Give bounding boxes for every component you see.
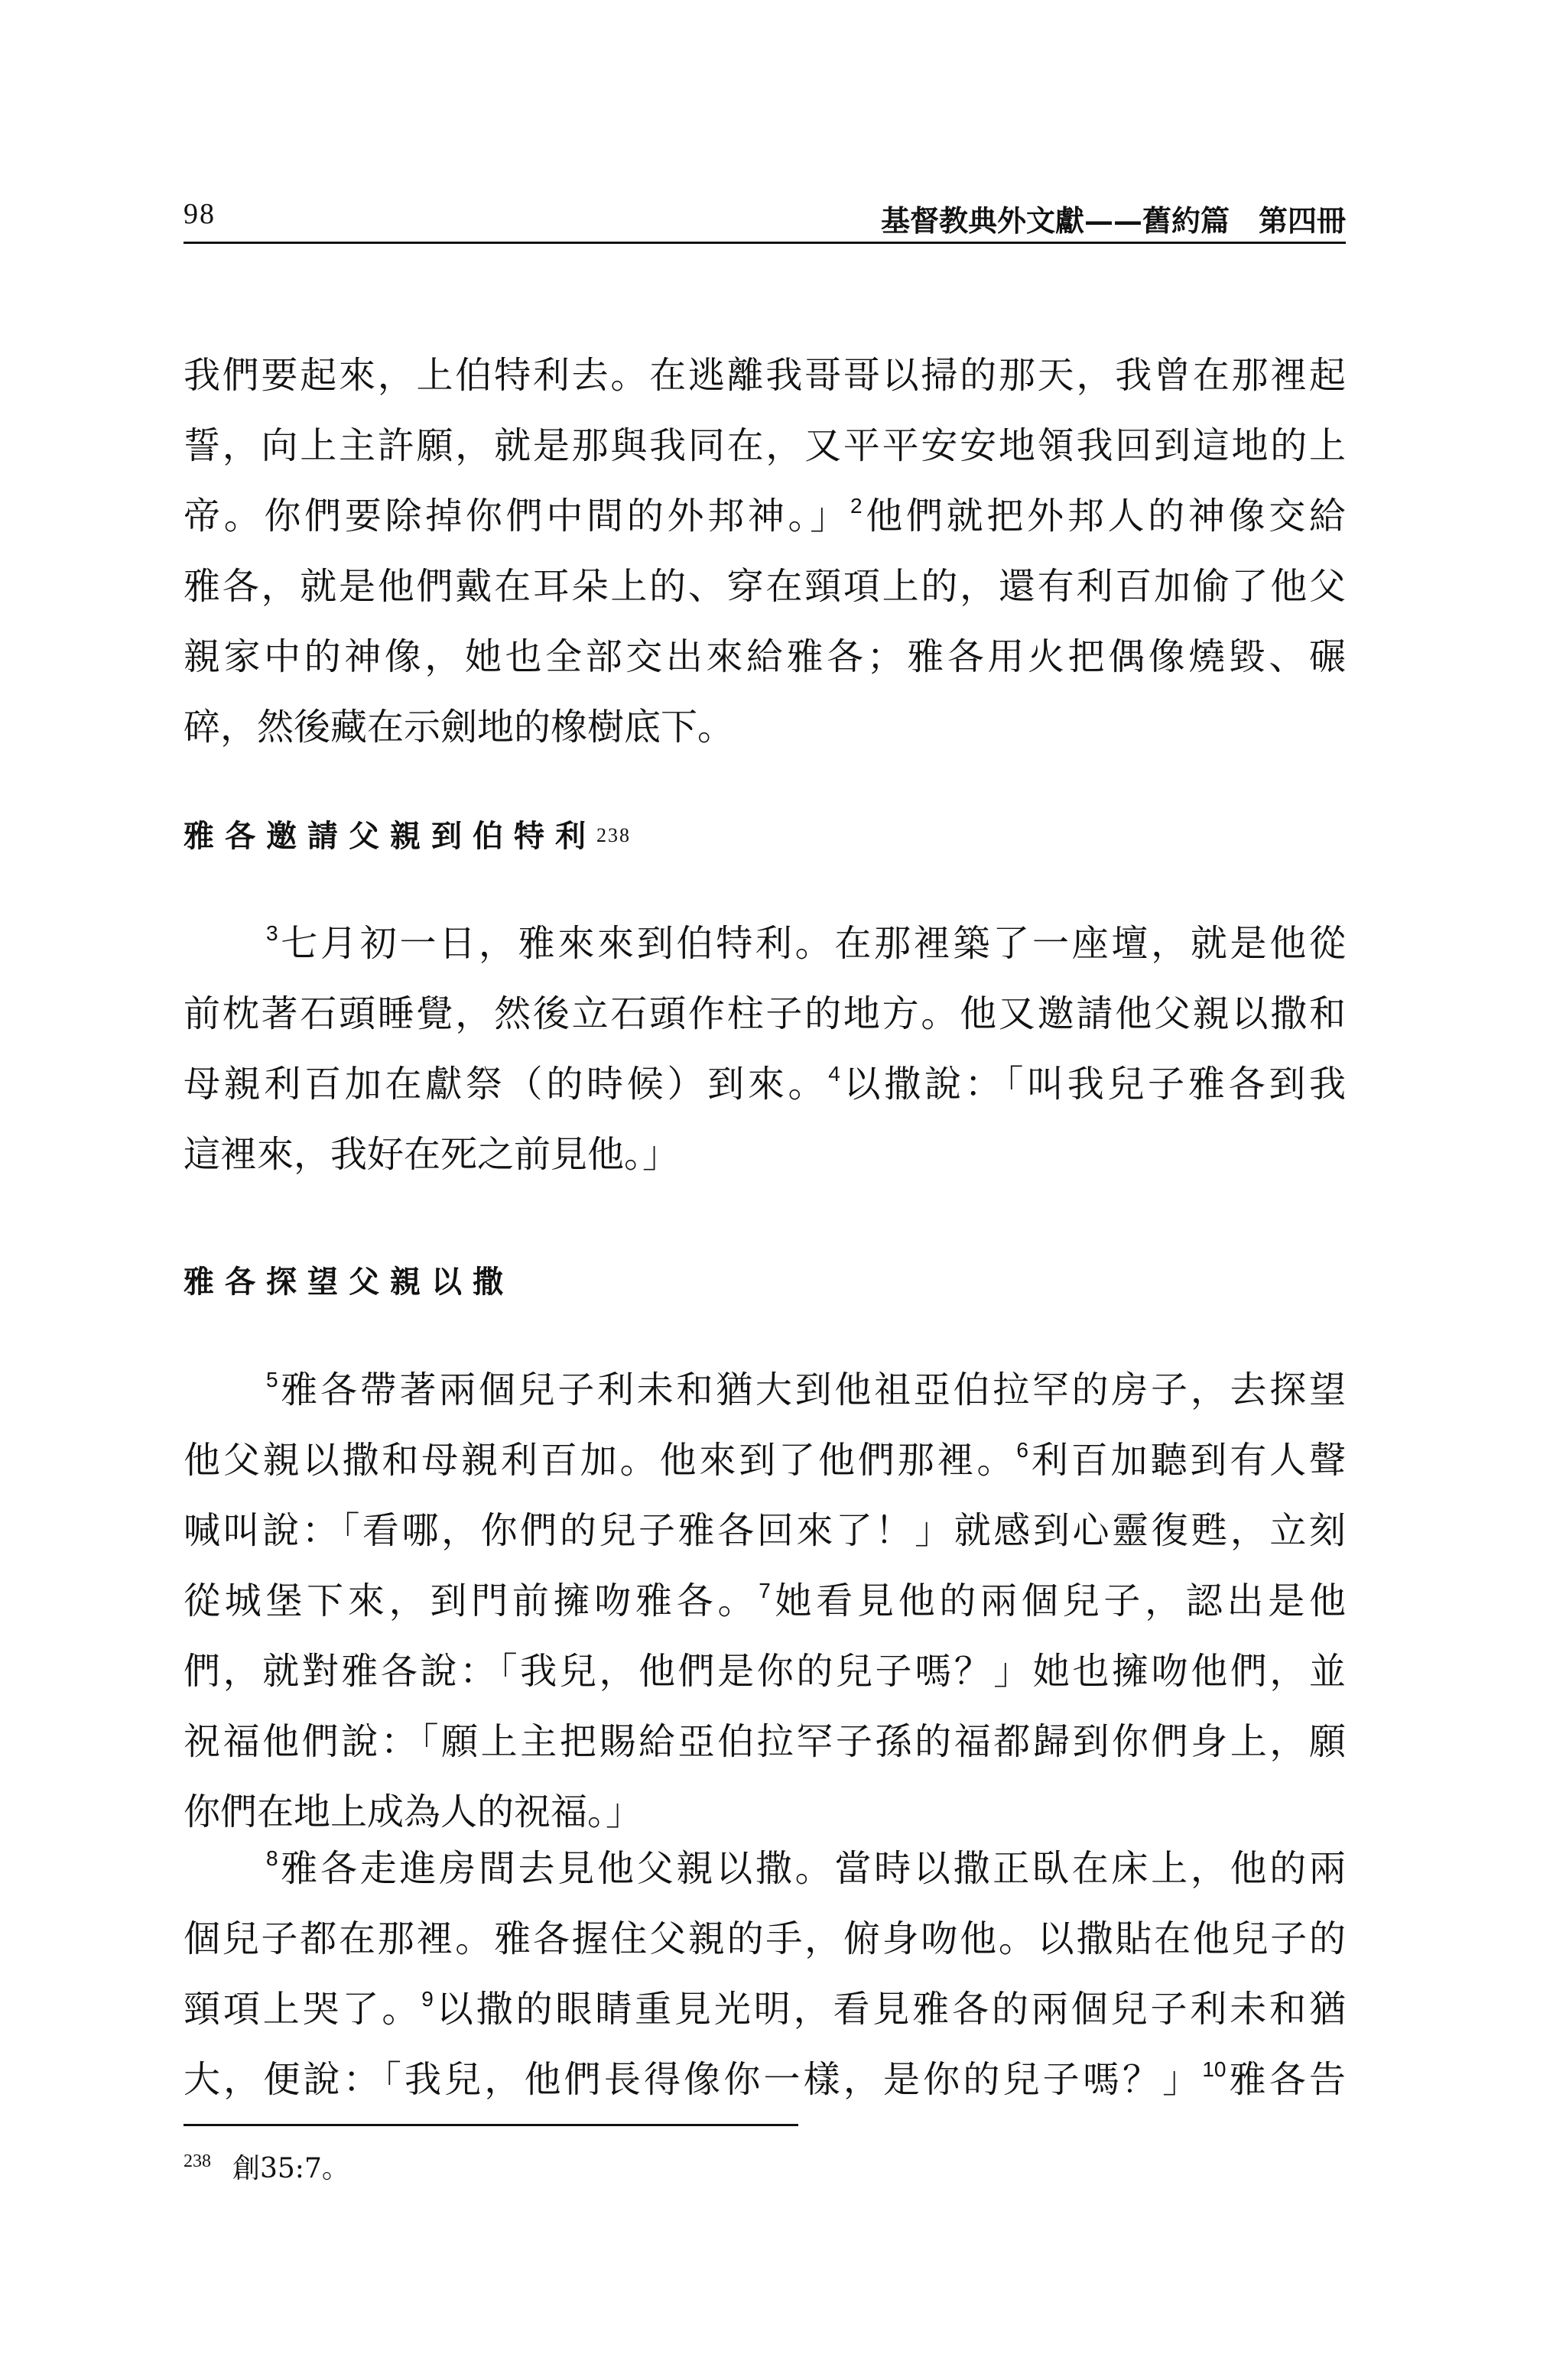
text-line: 個兒子都在那裡。雅各握住父親的手，俯身吻他。以撒貼在他兒子的 bbox=[184, 1917, 1346, 1960]
verse-number: 10 bbox=[1202, 2057, 1226, 2081]
footnote-text: 創35:7。 bbox=[232, 2153, 349, 2184]
verse-number: 4 bbox=[828, 1062, 840, 1086]
page-header bbox=[184, 197, 1346, 243]
text-line: 大，便說：「我兒，他們長得像你一樣，是你的兒子嗎？」$^{10}$雅各告 bbox=[184, 2057, 1346, 2101]
verse-number: 2 bbox=[850, 494, 863, 518]
text-line: 這裡來，我好在死之前見他。」 bbox=[184, 1133, 680, 1176]
verse-number: 5 bbox=[266, 1368, 278, 1391]
page-number: 98 bbox=[184, 198, 216, 230]
paragraph bbox=[184, 1355, 1346, 1847]
running-title: 基督教典外文獻——舊約篇 第四冊 bbox=[880, 203, 1346, 238]
text-line: 我們要起來，上伯特利去。在逃離我哥哥以掃的那天，我曾在那裡起 bbox=[184, 354, 1346, 397]
verse-number: 9 bbox=[421, 1987, 434, 2011]
footnote bbox=[184, 2147, 349, 2186]
text-line: 誓，向上主許願，就是那與我同在，又平平安安地領我回到這地的上 bbox=[184, 424, 1346, 467]
footnote-reference: 238 bbox=[596, 824, 631, 846]
text-line: $^5$雅各帶著兩個兒子利未和猶大到他祖亞伯拉罕的房子，去探望 bbox=[266, 1368, 1346, 1411]
verse-number: 3 bbox=[266, 921, 278, 945]
footnote-rule bbox=[184, 2124, 798, 2126]
section-heading: 雅各探望父親以撒 bbox=[184, 1265, 514, 1300]
header-rule bbox=[184, 242, 1346, 244]
text-line: 帝。你們要除掉你們中間的外邦神。」$^2$他們就把外邦人的神像交給 bbox=[184, 494, 1346, 537]
text-line: 碎，然後藏在示劍地的橡樹底下。 bbox=[184, 706, 735, 748]
text-line: 喊叫說：「看哪，你們的兒子雅各回來了！」就感到心靈復甦，立刻 bbox=[184, 1509, 1346, 1552]
text-line: 親家中的神像，她也全部交出來給雅各；雅各用火把偶像燒毀、碾 bbox=[184, 635, 1346, 678]
text-line: 母親利百加在獻祭（的時候）到來。$^4$以撒說：「叫我兒子雅各到我 bbox=[184, 1062, 1346, 1106]
verse-number: 7 bbox=[759, 1579, 771, 1602]
text-line: 雅各，就是他們戴在耳朵上的、穿在頸項上的，還有利百加偷了他父 bbox=[184, 565, 1346, 608]
footnote-number: 238 bbox=[184, 2151, 211, 2171]
paragraph bbox=[184, 908, 1346, 1190]
verse-number: 6 bbox=[1016, 1438, 1028, 1462]
text-line: 們，就對雅各說：「我兒，他們是你的兒子嗎？」她也擁吻他們，並 bbox=[184, 1650, 1346, 1693]
text-line: 前枕著石頭睡覺，然後立石頭作柱子的地方。他又邀請他父親以撒和 bbox=[184, 992, 1346, 1035]
text-line: 他父親以撒和母親利百加。他來到了他們那裡。$^6$利百加聽到有人聲 bbox=[184, 1438, 1346, 1482]
text-line: 祝福他們說：「願上主把賜給亞伯拉罕子孫的福都歸到你們身上，願 bbox=[184, 1720, 1346, 1763]
text-line: 從城堡下來，到門前擁吻雅各。$^7$她看見他的兩個兒子，認出是他 bbox=[184, 1579, 1346, 1622]
text-line: 頸項上哭了。$^9$以撒的眼睛重見光明，看見雅各的兩個兒子利未和猶 bbox=[184, 1987, 1346, 2031]
section-heading: 雅各邀請父親到伯特利$^{238}$ bbox=[184, 819, 631, 854]
paragraph bbox=[184, 1833, 1346, 2115]
text-line: $^3$七月初一日，雅來來到伯特利。在那裡築了一座壇，就是他從 bbox=[266, 921, 1346, 965]
paragraph-continuation bbox=[184, 340, 1346, 762]
text-line: $^8$雅各走進房間去見他父親以撒。當時以撒正臥在床上，他的兩 bbox=[266, 1846, 1346, 1890]
verse-number: 8 bbox=[266, 1846, 278, 1870]
text-line: 你們在地上成為人的祝福。」 bbox=[184, 1791, 643, 1833]
